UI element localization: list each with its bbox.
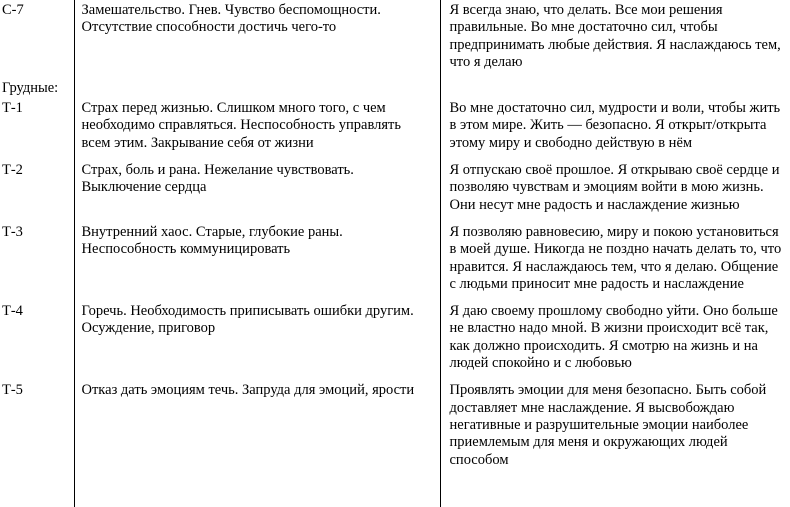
row-problem-cell — [74, 301, 440, 380]
row-code-cell — [0, 0, 74, 79]
row-problem-cell — [74, 222, 440, 301]
vertebra-code: Т-1 — [0, 98, 74, 117]
row-code-cell — [0, 380, 74, 476]
group-heading-row — [0, 79, 790, 98]
table-row — [0, 160, 790, 222]
row-code-cell — [0, 98, 74, 160]
vertebra-code: C-7 — [0, 0, 74, 19]
row-affirmation-cell — [440, 222, 790, 301]
vertebra-code: Т-2 — [0, 160, 74, 179]
vertebra-code: Т-4 — [0, 301, 74, 320]
affirmation-text: Я позволяю равновесию, миру и покою установиться в моей душе. Никогда не поздно начать делать то, что нравится. Я наслаждаюсь тем, что я делаю. Общение с людьми приносит мне радость и наслаждение — [441, 222, 790, 301]
vertebra-code: Т-5 — [0, 380, 74, 399]
row-problem-cell — [74, 0, 440, 79]
problem-text: Отказ дать эмоциям течь. Запруда для эмоций, ярости — [75, 380, 440, 407]
row-code-cell — [0, 160, 74, 222]
table-row — [0, 301, 790, 380]
affirmation-text: Во мне достаточно сил, мудрости и воли, чтобы жить в этом мире. Жить — безопасно. Я открыт/открыта этому миру и свободно действую в нём — [441, 98, 790, 160]
group-label: Грудные: — [0, 79, 74, 98]
affirmation-text: Я отпускаю своё прошлое. Я открываю своё сердце и позволяю чувствам и эмоциям войти в мою жизнь. Они несут мне радость и наслаждение жизнью — [441, 160, 790, 222]
tail-right-cell — [440, 477, 790, 507]
table-row — [0, 98, 790, 160]
affirmation-text: Я всегда знаю, что делать. Все мои решения правильные. Во мне достаточно сил, чтобы предпринимать любые действия. Я наслаждаюсь тем, что я делаю — [441, 0, 790, 79]
tail-left-cell — [74, 477, 440, 507]
table-tail-row — [0, 477, 790, 507]
problem-text: Горечь. Необходимость приписывать ошибки другим. Осуждение, приговор — [75, 301, 440, 346]
row-affirmation-cell — [440, 301, 790, 380]
problem-text: Страх перед жизнью. Слишком много того, с чем необходимо справляться. Неспособность управлять всем этим. Закрывание себя от жизни — [75, 98, 440, 160]
affirmation-text: Проявлять эмоции для меня безопасно. Быть собой доставляет мне наслаждение. Я высвобождаю негативные и разрушительные эмоции наиболее приемлемым для меня и окружающих людей способом — [441, 380, 790, 476]
row-problem-cell — [74, 98, 440, 160]
row-affirmation-cell — [440, 98, 790, 160]
vertebra-code: Т-3 — [0, 222, 74, 241]
row-problem-cell — [74, 380, 440, 476]
table-row — [0, 0, 790, 79]
tail-code-cell — [0, 477, 74, 507]
problem-text: Замешательство. Гнев. Чувство беспомощности. Отсутствие способности достичь чего-то — [75, 0, 440, 45]
group-spacer-right — [440, 79, 790, 98]
row-code-cell — [0, 301, 74, 380]
row-affirmation-cell — [440, 380, 790, 476]
problem-text: Внутренний хаос. Старые, глубокие раны. Неспособность коммуницировать — [75, 222, 440, 267]
group-spacer-left — [74, 79, 440, 98]
row-affirmation-cell — [440, 0, 790, 79]
row-affirmation-cell — [440, 160, 790, 222]
affirmation-text: Я даю своему прошлому свободно уйти. Оно больше не властно надо мной. В жизни происходит всё так, как должно происходить. Я смотрю на жизнь и на людей спокойно и с любовью — [441, 301, 790, 380]
group-label-cell — [0, 79, 74, 98]
table-row — [0, 222, 790, 301]
row-problem-cell — [74, 160, 440, 222]
table-row — [0, 380, 790, 476]
problem-text: Страх, боль и рана. Нежелание чувствовать. Выключение сердца — [75, 160, 440, 205]
row-code-cell — [0, 222, 74, 301]
